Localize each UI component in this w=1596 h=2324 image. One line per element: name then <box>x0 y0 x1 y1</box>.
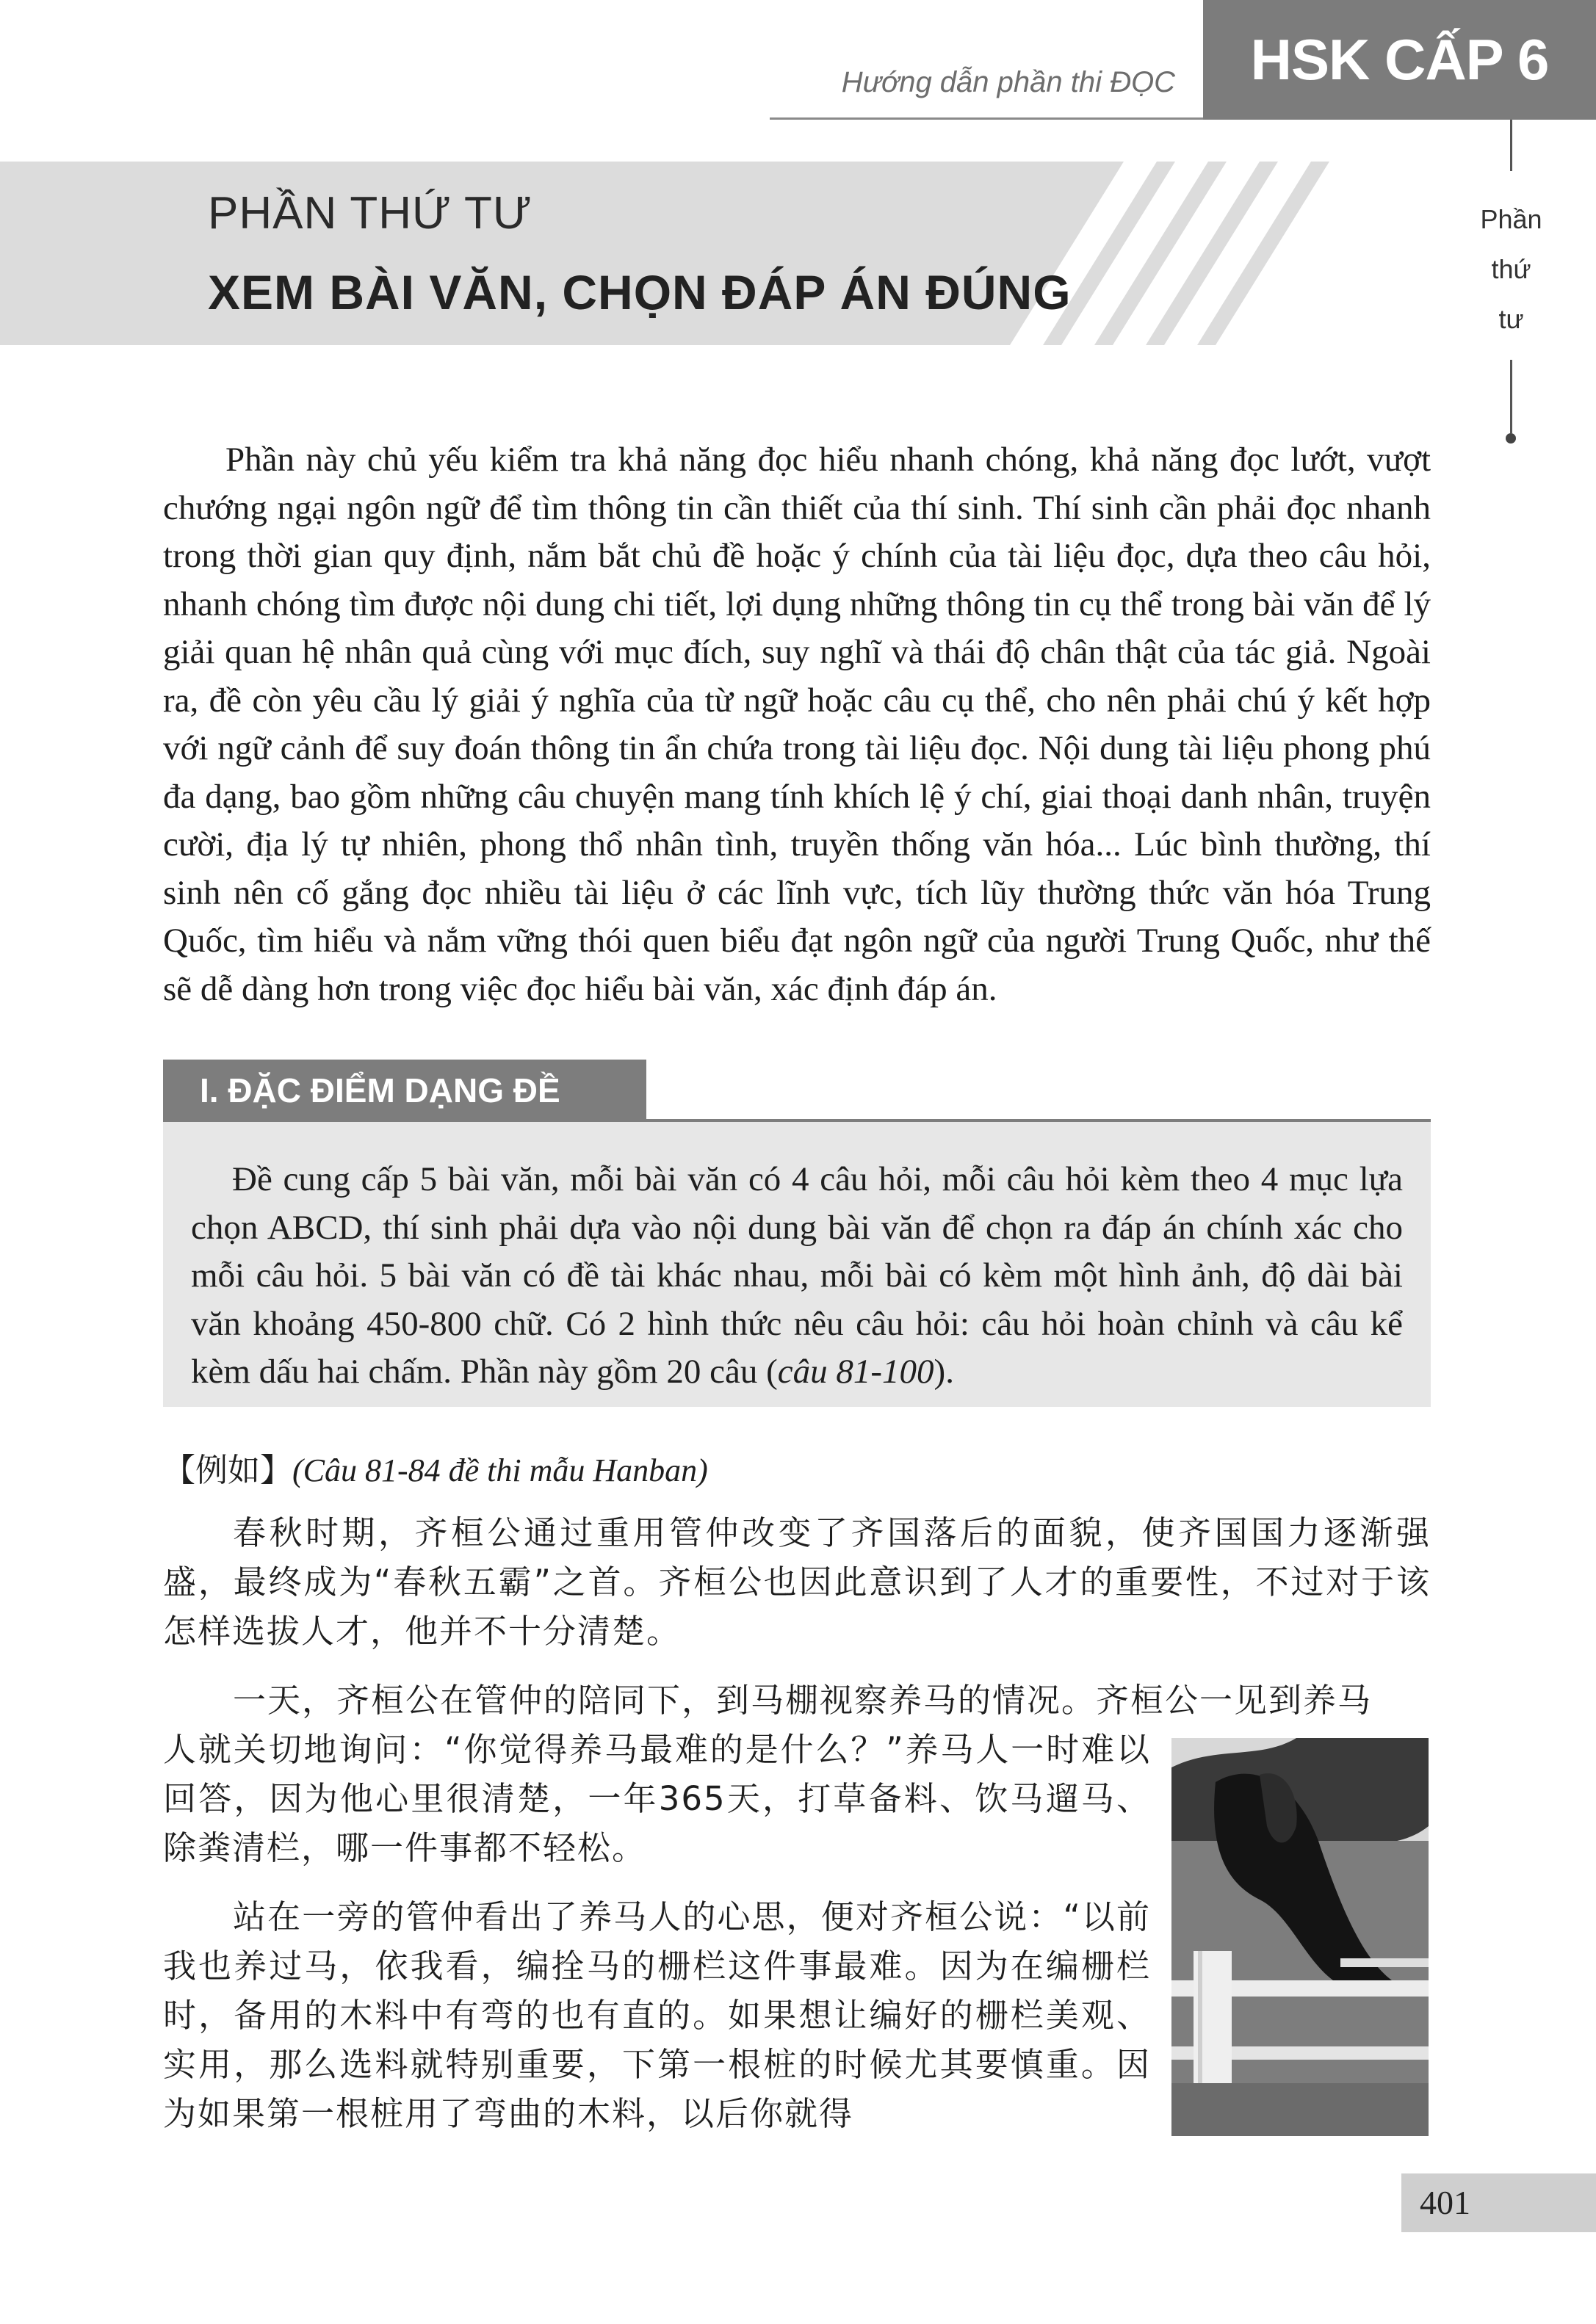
horse-illustration <box>1171 1738 1429 2136</box>
side-tab-word: thứ <box>1491 254 1531 284</box>
level-badge: HSK CẤP 6 <box>1203 0 1596 120</box>
chinese-paragraph-2-rest <box>163 1725 1151 1872</box>
horse-photo <box>1171 1738 1429 2136</box>
side-tab-line-top <box>1510 120 1512 171</box>
section-info-end: ). <box>934 1353 954 1391</box>
side-tab-label <box>1458 195 1564 344</box>
running-header-title: Hướng dẫn phần thi ĐỌC <box>841 66 1175 98</box>
part-subtitle: XEM BÀI VĂN, CHỌN ĐÁP ÁN ĐÚNG <box>208 265 1072 319</box>
chinese-paragraph-3 <box>163 1892 1151 2138</box>
section-heading: I. ĐẶC ĐIỂM DẠNG ĐỀ <box>163 1060 646 1122</box>
header-rule <box>770 117 1203 120</box>
part-title: PHẦN THỨ TƯ <box>208 188 532 239</box>
section-info-range: câu 81-100 <box>777 1353 934 1391</box>
example-label <box>163 1444 708 1491</box>
section-info-box <box>163 1122 1431 1407</box>
side-tab-dot <box>1506 433 1516 444</box>
example-source-note: (Câu 81-84 đề thi mẫu Hanban) <box>292 1452 708 1488</box>
page-number: 401 <box>1401 2173 1596 2232</box>
section-info-text <box>191 1156 1403 1397</box>
example-tag: 【例如】 <box>163 1452 292 1489</box>
side-tab-word: Phần <box>1480 204 1542 234</box>
section-info-main: Đề cung cấp 5 bài văn, mỗi bài văn có 4 câu hỏi, mỗi câu hỏi kèm theo 4 mục lựa chọn ABCD, thí sinh phải dựa vào nội dung bài văn để chọn ra đáp án chính xác cho mỗi câu hỏi. 5 bài văn có đề tài khác nhau, mỗi bài có kèm một hình ảnh, độ dài bài văn khoảng 450-800 chữ. Có 2 hình thức nêu câu hỏi: câu hỏi hoàn chỉnh và câu kể kèm dấu hai chấm. Phần này gồm 20 câu ( <box>191 1160 1403 1391</box>
chinese-text: 站在一旁的管仲看出了养马人的心思，便对齐桓公说：“以前我也养过马，依我看，编拴马的栅栏这件事最难。因为在编栅栏时，备用的木料中有弯的也有直的。如果想让编好的栅栏美观、实用，那么选料就特别重要，下第一根桩的时候尤其要慎重。因为如果第一根桩用了弯曲的木料，以后你就得 <box>163 1897 1151 2133</box>
chinese-text: 一天，齐桓公在管仲的陪同下，到马棚视察养马的情况。齐桓公一见到养马 <box>233 1681 1373 1720</box>
side-tab-word: tư <box>1498 304 1524 334</box>
chinese-paragraph-2-line1 <box>163 1676 1431 1725</box>
chinese-text: 春秋时期，齐桓公通过重用管仲改变了齐国落后的面貌，使齐国国力逐渐强盛，最终成为“春秋五霸”之首。齐桓公也因此意识到了人才的重要性，不过对于该怎样选拔人才，他并不十分清楚。 <box>163 1513 1431 1651</box>
chinese-text: 人就关切地询问：“你觉得养马最难的是什么？”养马人一时难以回答，因为他心里很清楚，一年365天，打草备料、饮马遛马、除粪清栏，哪一件事都不轻松。 <box>163 1730 1151 1867</box>
side-tab-line-bottom <box>1510 360 1512 433</box>
intro-text: Phần này chủ yếu kiểm tra khả năng đọc hiểu nhanh chóng, khả năng đọc lướt, vượt chướng ngại ngôn ngữ để tìm thông tin cần thiết của thí sinh. Thí sinh cần phải đọc nhanh trong thời gian quy định, nắm bắt chủ đề hoặc ý chính của tài liệu đọc, dựa theo câu hỏi, nhanh chóng tìm được nội dung chi tiết, lợi dụng những thông tin cụ thể trong bài văn để lý giải quan hệ nhân quả cùng với mục đích, suy nghĩ và thái độ chân thật của tác giả. Ngoài ra, đề còn yêu cầu lý giải ý nghĩa của từ ngữ hoặc câu cụ thể, cho nên phải chú ý kết hợp với ngữ cảnh để suy đoán thông tin ẩn chứa trong tài liệu đọc. Nội dung tài liệu phong phú đa dạng, bao gồm những câu chuyện mang tính khích lệ ý chí, giai thoại danh nhân, truyện cười, địa lý tự nhiên, phong thổ nhân tình, truyền thống văn hóa... Lúc bình thường, thí sinh nên cố gắng đọc nhiều tài liệu ở các lĩnh vực, tích lũy thường thức văn hóa Trung Quốc, tìm hiểu và nắm vững thói quen biểu đạt ngôn ngữ của người Trung Quốc, như thế sẽ dễ dàng hơn trong việc đọc hiểu bài văn, xác định đáp án. <box>163 441 1431 1008</box>
intro-paragraph <box>163 436 1431 1013</box>
chinese-paragraph-1 <box>163 1508 1431 1656</box>
